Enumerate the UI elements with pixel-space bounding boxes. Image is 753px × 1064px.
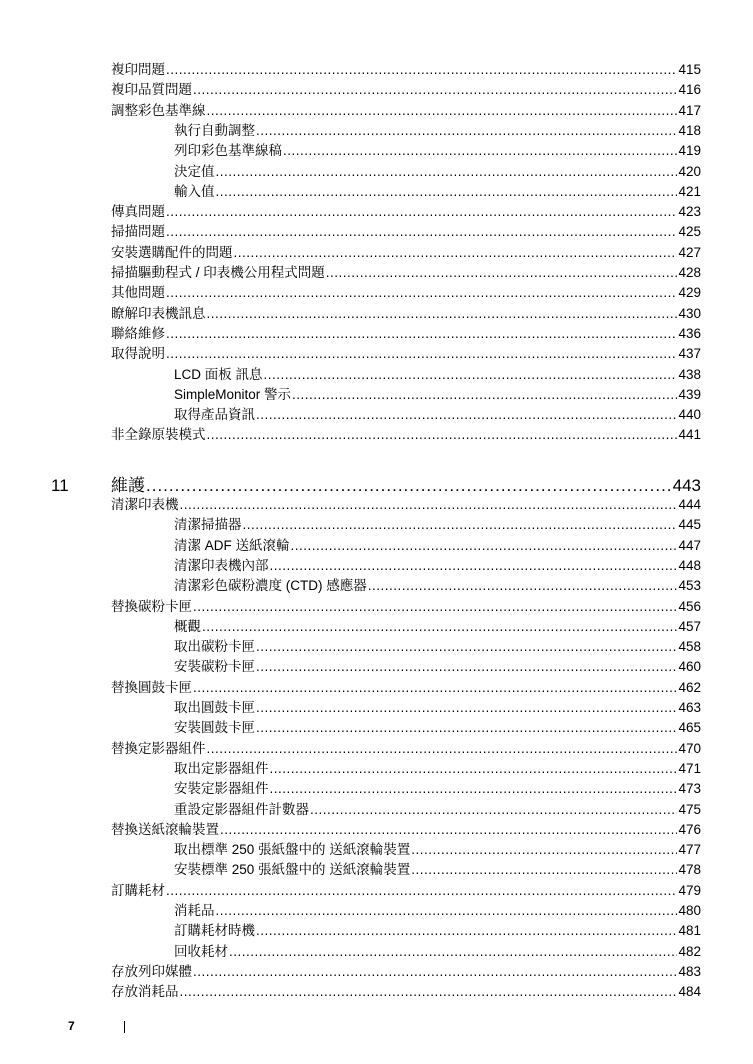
- dot-leader: [256, 922, 677, 940]
- toc-entry-page: 439: [678, 386, 701, 402]
- toc-entry[interactable]: [111, 496, 701, 514]
- dot-leader: [256, 699, 677, 717]
- footer-page-number: 7: [68, 1019, 75, 1033]
- toc-entry[interactable]: [111, 679, 701, 697]
- dot-leader: [166, 61, 677, 79]
- toc-entry[interactable]: [111, 821, 701, 839]
- toc-entry[interactable]: [174, 537, 701, 555]
- toc-entry[interactable]: [174, 163, 701, 181]
- dot-leader: [166, 203, 677, 221]
- toc-entry-page: 419: [678, 143, 701, 159]
- toc-entry[interactable]: [174, 943, 701, 961]
- dot-leader: [207, 102, 678, 120]
- toc-entry-title: 訂購耗材時機: [174, 923, 255, 939]
- toc-entry[interactable]: [174, 861, 701, 879]
- toc-entry-page: 479: [678, 882, 701, 898]
- toc-entry-page: 447: [678, 537, 701, 553]
- toc-entry[interactable]: [111, 598, 701, 616]
- toc-entry-title: 重設定影器組件計數器: [174, 801, 309, 817]
- toc-entry-title: 清潔印表機: [111, 497, 179, 512]
- toc-entry-page: 481: [678, 923, 701, 939]
- dot-leader: [326, 264, 678, 282]
- toc-entry-title: LCD 面板 訊息: [174, 366, 263, 382]
- toc-entry-title: SimpleMonitor 警示: [174, 386, 292, 402]
- dot-leader: [193, 81, 677, 99]
- toc-entry[interactable]: [174, 183, 701, 201]
- toc-entry-title: 安裝選購配件的問題: [111, 244, 233, 260]
- toc-entry-page: 430: [678, 305, 701, 321]
- toc-entry-page: 421: [678, 183, 701, 199]
- dot-leader: [166, 882, 677, 900]
- toc-entry-page: 418: [678, 122, 701, 138]
- toc-entry-page: 440: [678, 407, 701, 423]
- toc-entry[interactable]: [174, 719, 701, 737]
- toc-entry[interactable]: [111, 102, 701, 120]
- toc-entry[interactable]: [111, 426, 701, 444]
- dot-leader: [193, 963, 677, 981]
- dot-leader: [270, 557, 678, 575]
- dot-leader: [256, 638, 677, 656]
- dot-leader: [180, 983, 678, 1001]
- toc-entry-page: 456: [678, 598, 701, 614]
- toc-entry-page: 463: [678, 700, 701, 715]
- toc-entry-title: 輸入值: [174, 183, 215, 199]
- toc-entry-page: 484: [678, 984, 701, 1000]
- toc-entry-page: 473: [678, 781, 701, 797]
- dot-leader: [256, 122, 677, 140]
- toc-entry-page: 478: [678, 862, 701, 878]
- toc-entry[interactable]: [111, 264, 701, 282]
- toc-entry[interactable]: [111, 325, 701, 343]
- dot-leader: [216, 902, 678, 920]
- toc-entry-page: 460: [678, 659, 701, 675]
- toc-entry-page: 437: [678, 346, 701, 362]
- dot-leader: [368, 577, 678, 595]
- toc-entry[interactable]: [111, 223, 701, 241]
- toc-entry-page: 476: [678, 821, 701, 837]
- toc-entry[interactable]: [174, 516, 701, 534]
- toc-entry[interactable]: [111, 740, 701, 758]
- dot-leader: [291, 537, 678, 555]
- toc-entry-page: 427: [678, 244, 701, 260]
- dot-leader: [207, 740, 678, 758]
- toc-entry-title: 取出圓鼓卡匣: [174, 700, 255, 715]
- toc-entry-title: 取出碳粉卡匣: [174, 639, 255, 655]
- toc-entry-page: 429: [678, 285, 701, 301]
- toc-entry-title: 調整彩色基準線: [111, 102, 206, 118]
- dot-leader: [264, 366, 678, 384]
- toc-entry[interactable]: [111, 963, 701, 981]
- toc-entry-title: 安裝圓鼓卡匣: [174, 720, 255, 736]
- toc-entry-page: 417: [678, 102, 701, 118]
- chapter-page: 443: [672, 476, 701, 495]
- toc-entry[interactable]: [174, 577, 701, 595]
- dot-leader: [166, 345, 677, 363]
- toc-entry-title: 列印彩色基準線稿: [174, 143, 282, 159]
- toc-entry-title: 存放列印媒體: [111, 963, 192, 979]
- toc-entry[interactable]: [111, 61, 701, 79]
- dot-leader: [193, 598, 677, 616]
- toc-entry-page: 415: [678, 62, 701, 77]
- toc-entry-page: 483: [678, 963, 701, 979]
- dot-leader: [310, 801, 677, 819]
- toc-entry[interactable]: [174, 386, 701, 404]
- dot-leader: [216, 183, 678, 201]
- toc-entry-page: 477: [678, 842, 701, 858]
- dot-leader: [243, 516, 678, 534]
- toc-entry-page: 462: [678, 679, 701, 695]
- toc-entry-title: 替換送紙滾輪裝置: [111, 821, 219, 837]
- toc-entry-page: 438: [678, 366, 701, 382]
- toc-entry-title: 傳真問題: [111, 204, 165, 220]
- toc-entry[interactable]: [174, 618, 701, 636]
- toc-entry-page: 457: [678, 618, 701, 634]
- toc-entry-title: 掃描問題: [111, 224, 165, 240]
- dot-leader: [411, 841, 677, 859]
- toc-entry[interactable]: [111, 983, 701, 1001]
- toc-entry-page: 458: [678, 639, 701, 655]
- toc-entry[interactable]: [174, 122, 701, 140]
- toc-entry[interactable]: [174, 406, 701, 424]
- toc-entry[interactable]: [174, 658, 701, 676]
- toc-entry[interactable]: [111, 305, 701, 323]
- toc-entry-title: 安裝碳粉卡匣: [174, 659, 255, 675]
- dot-leader: [166, 325, 677, 343]
- toc-entry-page: 444: [678, 497, 701, 512]
- dot-leader: [166, 223, 677, 241]
- toc-entry-page: 475: [678, 801, 701, 817]
- dot-leader: [256, 406, 677, 424]
- toc-entry-title: 複印品質問題: [111, 82, 192, 98]
- toc-entry[interactable]: [174, 557, 701, 575]
- toc-entry-page: 470: [678, 740, 701, 756]
- dot-leader: [207, 305, 678, 323]
- toc-entry-title: 清潔印表機內部: [174, 557, 269, 573]
- toc-entry[interactable]: [174, 841, 701, 859]
- dot-leader: [411, 861, 677, 879]
- toc-entry-title: 其他問題: [111, 285, 165, 301]
- toc-entry[interactable]: [174, 699, 701, 717]
- toc-entry-title: 概觀: [174, 618, 201, 634]
- dot-leader: [216, 163, 678, 181]
- dot-leader: [180, 496, 678, 514]
- toc-entry[interactable]: [174, 638, 701, 656]
- toc-entry-page: 425: [678, 224, 701, 240]
- toc-entry-title: 聯絡維修: [111, 325, 165, 341]
- toc-entry-title: 存放消耗品: [111, 984, 179, 1000]
- toc-entry-page: 428: [678, 265, 701, 280]
- toc-entry[interactable]: [111, 345, 701, 363]
- toc-entry-title: 非全錄原裝模式: [111, 427, 206, 443]
- toc-entry-title: 替換碳粉卡匣: [111, 598, 192, 614]
- toc-entry[interactable]: [174, 801, 701, 819]
- toc-entry[interactable]: [111, 284, 701, 302]
- toc-entry[interactable]: [174, 922, 701, 940]
- toc-entry[interactable]: [111, 81, 701, 99]
- toc-entry-title: 替換定影器組件: [111, 740, 206, 756]
- toc-entry-title: 替換圓鼓卡匣: [111, 679, 192, 695]
- toc-entry-title: 取得說明: [111, 346, 165, 362]
- dot-leader: [207, 426, 678, 444]
- toc-entry[interactable]: [111, 203, 701, 221]
- toc-entry-title: 瞭解印表機訊息: [111, 305, 206, 321]
- toc-entry-title: 決定值: [174, 163, 215, 179]
- dot-leader: [193, 679, 677, 697]
- toc-entry[interactable]: [174, 760, 701, 778]
- dot-leader: [283, 142, 677, 160]
- toc-entry[interactable]: [174, 366, 701, 384]
- dot-leader: [220, 821, 677, 839]
- toc-entry-page: 423: [678, 204, 701, 220]
- toc-entry-page: 416: [678, 82, 701, 98]
- toc-entry-title: 清潔彩色碳粉濃度 (CTD) 感應器: [174, 578, 367, 594]
- toc-entry-title: 清潔掃描器: [174, 517, 242, 533]
- dot-leader: [256, 658, 677, 676]
- dot-leader: [234, 244, 678, 262]
- toc-entry-title: 安裝定影器組件: [174, 781, 269, 797]
- toc-entry-page: 480: [678, 903, 701, 918]
- toc-entry-page: 453: [678, 578, 701, 594]
- toc-entry-page: 482: [678, 943, 701, 959]
- dot-leader: [229, 943, 677, 961]
- toc-entry-title: 複印問題: [111, 62, 165, 77]
- chapter-title: 維護: [111, 476, 145, 495]
- dot-leader: [146, 475, 672, 497]
- dot-leader: [202, 618, 677, 636]
- chapter-number: 11: [51, 476, 69, 495]
- toc-entry-page: 445: [678, 517, 701, 533]
- toc-entry-page: 465: [678, 720, 701, 736]
- chapter-heading: [51, 475, 701, 497]
- toc-entry-page: 471: [678, 760, 701, 776]
- toc-entry-page: 420: [678, 163, 701, 179]
- toc-entry-page: 436: [678, 325, 701, 341]
- toc-entry-title: 安裝標準 250 張紙盤中的 送紙滾輪裝置: [174, 862, 411, 878]
- toc-entry-title: 掃描驅動程式 / 印表機公用程式問題: [111, 265, 325, 280]
- toc-entry-page: 448: [678, 557, 701, 573]
- dot-leader: [256, 719, 677, 737]
- dot-leader: [270, 760, 678, 778]
- dot-leader: [166, 284, 677, 302]
- toc-entry[interactable]: [174, 780, 701, 798]
- toc-entry-title: 執行自動調整: [174, 122, 255, 138]
- toc-entry-title: 消耗品: [174, 903, 215, 918]
- toc-entry[interactable]: [111, 244, 701, 262]
- footer-divider: [124, 1021, 125, 1033]
- toc-entry[interactable]: [111, 882, 701, 900]
- toc-entry-title: 取得產品資訊: [174, 407, 255, 423]
- toc-entry-title: 清潔 ADF 送紙滾輪: [174, 537, 290, 553]
- toc-entry[interactable]: [174, 142, 701, 160]
- toc-entry-title: 取出定影器組件: [174, 760, 269, 776]
- toc-entry-title: 訂購耗材: [111, 882, 165, 898]
- dot-leader: [270, 780, 678, 798]
- toc-entry-page: 441: [678, 427, 701, 443]
- toc-entry[interactable]: [174, 902, 701, 920]
- dot-leader: [292, 386, 677, 404]
- toc-entry-title: 回收耗材: [174, 943, 228, 959]
- toc-entry-title: 取出標準 250 張紙盤中的 送紙滾輪裝置: [174, 842, 411, 858]
